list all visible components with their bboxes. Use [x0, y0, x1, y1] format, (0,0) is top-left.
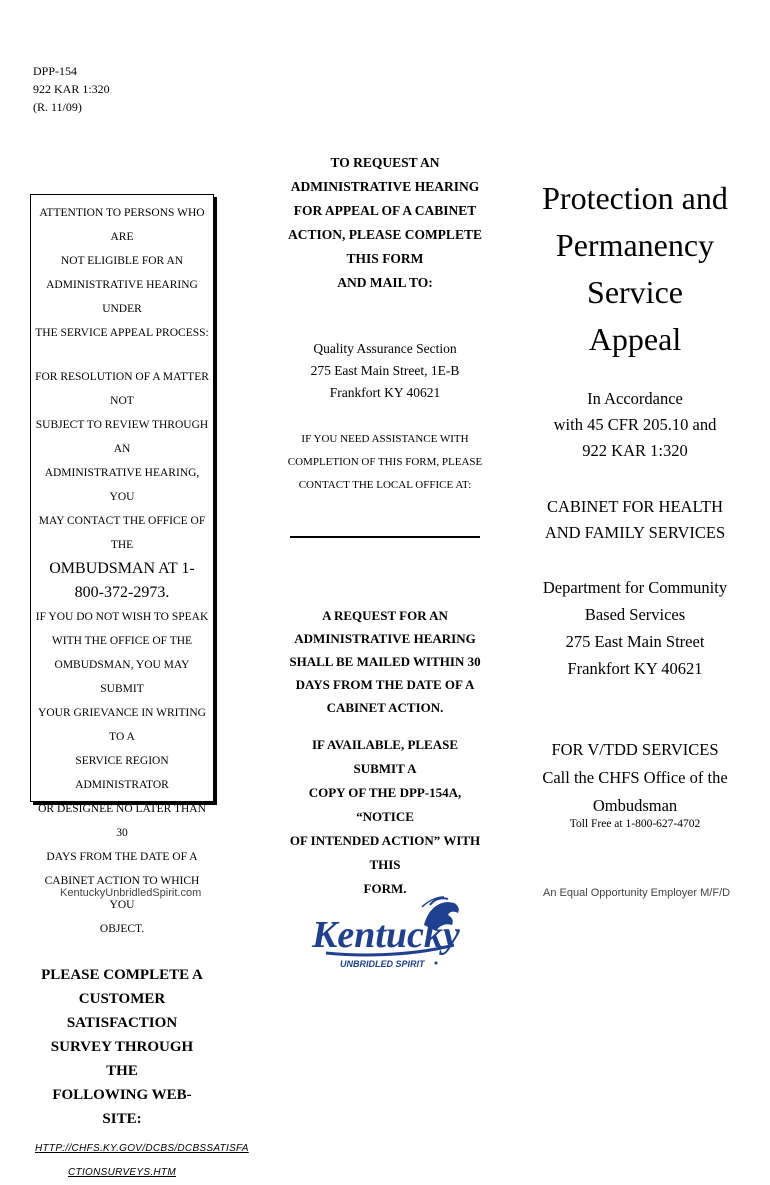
equal-opportunity-footer: An Equal Opportunity Employer M/F/D — [543, 887, 731, 899]
form-header — [33, 62, 110, 116]
pamphlet-title: Protection and Permanency Service Appeal — [542, 180, 728, 357]
website-footer: KentuckyUnbridledSpirit.com — [60, 887, 202, 899]
mailing-address: Quality Assurance Section 275 East Main Street, 1E-B Frankfort KY 40621 — [310, 341, 460, 400]
horse-icon — [306, 895, 466, 975]
department-address: Department for Community Based Services 275 East Main Street Frankfort KY 40621 — [542, 578, 728, 678]
vtdd-services: FOR V/TDD SERVICES Call the CHFS Office of the Ombudsman — [542, 740, 728, 815]
kentucky-logo — [306, 895, 466, 975]
survey-link[interactable]: HTTP://CHFS.KY.GOV/DCBS/DCBSSATISFA CTIONSURVEYS.HTM — [35, 1143, 249, 1178]
cabinet-name: CABINET FOR HEALTH AND FAMILY SERVICES — [544, 497, 726, 542]
logo-wordmark: Kentucky — [312, 914, 460, 956]
assistance-notice: IF YOU NEED ASSISTANCE WITH COMPLETION OF THIS FORM, PLEASE CONTACT THE LOCAL OFFICE AT: — [287, 433, 483, 491]
revision-date: (R. 11/09) — [33, 100, 82, 114]
toll-free-number: Toll Free at 1-800-627-4702 — [569, 818, 701, 830]
regulation-code: 922 KAR 1:320 — [33, 82, 110, 96]
form-number: DPP-154 — [33, 64, 78, 78]
accordance-text: In Accordance with 45 CFR 205.10 and 922 KAR 1:320 — [553, 389, 717, 460]
attention-notice: ATTENTION TO PERSONS WHO ARE NOT ELIGIBLE FOR AN ADMINISTRATIVE HEARING UNDER THE SERVICE APPEAL PROCESS: — [35, 207, 209, 339]
resolution-notice: FOR RESOLUTION OF A MATTER NOT SUBJECT TO REVIEW THROUGH AN ADMINISTRATIVE HEARING, YOU MAY CONTACT THE OFFICE OF THE OMBUDSMAN AT 1-800-372-2973. IF YOU DO NOT WISH TO SPEAK WITH THE OFFICE OF THE OMBUDSMAN, YOU MAY SUBMIT YOUR GRIEVANCE IN WRITING TO A SERVICE REGION ADMINISTRATOR OR DESIGNEE NO LATER THAN 30 DAYS FROM THE DATE OF A CABINET ACTION TO WHICH YOU OBJECT. — [35, 371, 209, 935]
logo-tagline: UNBRIDLED SPIRIT — [340, 959, 425, 969]
deadline-notice: A REQUEST FOR AN ADMINISTRATIVE HEARING SHALL BE MAILED WITHIN 30 DAYS FROM THE DATE OF A CABINET ACTION. — [289, 608, 481, 715]
survey-request: PLEASE COMPLETE A CUSTOMER SATISFACTION SURVEY THROUGH THE FOLLOWING WEB-SITE: — [41, 967, 203, 1127]
request-hearing-heading: TO REQUEST AN ADMINISTRATIVE HEARING FOR APPEAL OF A CABINET ACTION, PLEASE COMPLETE THIS FORM AND MAIL TO: — [288, 155, 482, 290]
copy-notice: IF AVAILABLE, PLEASE SUBMIT A COPY OF THE DPP-154A, “NOTICE OF INTENDED ACTION” WITH THIS FORM. — [289, 737, 481, 896]
local-office-line — [290, 536, 480, 538]
